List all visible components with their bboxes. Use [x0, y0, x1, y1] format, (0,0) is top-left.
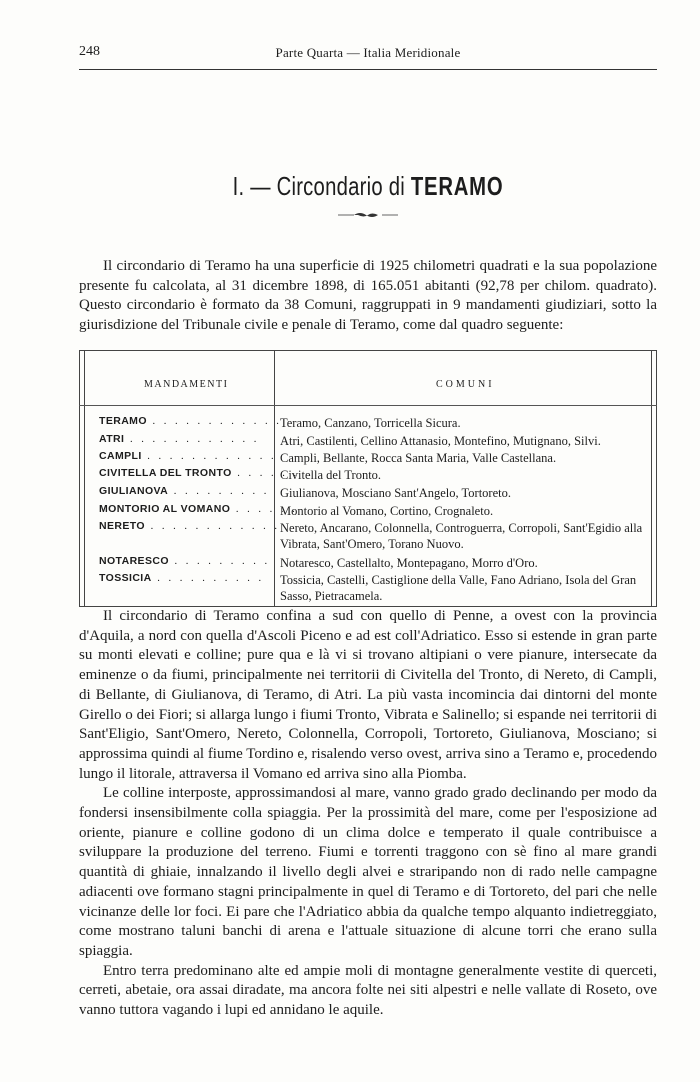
comuni-list: Nereto, Ancarano, Colonnella, Controguerra, Corropoli, Sant'Egidio alla Vibrata, Sant'Omero, Torano Nuovo. — [280, 521, 643, 551]
comuni-list: Civitella del Tronto. — [280, 468, 382, 482]
comuni-list: Campli, Bellante, Rocca Santa Maria, Valle Castellana. — [280, 451, 557, 465]
ornament-divider — [336, 211, 400, 219]
comuni-list: Montorio al Vomano, Cortino, Crognaleto. — [280, 504, 494, 518]
table-border-left-inner — [84, 351, 85, 606]
paragraph: Il circondario di Teramo confina a sud con quello di Penne, a ovest con la provincia d'Aquila, a nord con quella d'Ascoli Piceno e ad est coll'Adriatico. Esso si estende in gran parte su monti elevati e colline; pure qua e là vi si trovano altipiani o vere pianure, intersecate da eminenze o da fiumi, principalmente nei territorii di Civitella del Tronto, di Nereto, di Campli, di Bellante, di Giulianova, di Teramo, di Atri. La più vasta incomincia dai dintorni del monte Girello o dei Fiori; si allarga lungo i fiumi Tronto, Vibrata e Salinello; si espande nei territorii di Sant'Eligio, Sant'Omero, Nereto, Colonnella, Corropoli, Tortoreto, Giulianova, Mosciano; si approssima quindi al fiume Tordino e, risalendo verso ovest, arriva sino a Teramo e, procedendo lungo il litorale, attraversa il Vomano ed arriva sino alla Piomba. — [79, 608, 657, 782]
comuni-list: Tossicia, Castelli, Castiglione della Valle, Fano Adriano, Isola del Gran Sasso, Pietracamela. — [280, 573, 637, 603]
mandamento-name: NERETO . . . . . . . . . . . . — [99, 520, 280, 532]
intro-text: Il circondario di Teramo ha una superficie di 1925 chilometri quadrati e la sua popolazione presente fu calcolata, al 31 dicembre 1898, di 165.051 abitanti (92,78 per chilom. quadrato). Questo circondario è formato da 38 Comuni, raggruppati in 9 mandamenti giudiziari, sotto la giurisdizione del Tribunale civile e penale di Teramo, come dal quadro seguente: — [79, 258, 657, 334]
chapter-title — [143, 171, 594, 202]
header-separator — [79, 405, 657, 406]
mandamenti-table — [79, 350, 657, 607]
header-mandamenti: MANDAMENTI — [144, 379, 229, 390]
running-title: Parte Quarta — Italia Meridionale — [275, 45, 461, 60]
page-number: 248 — [79, 44, 100, 59]
table-border-left-outer — [79, 351, 80, 606]
comuni-list: Notaresco, Castellalto, Montepagano, Morro d'Oro. — [280, 556, 538, 570]
chapter-title-name: TERAMO — [410, 171, 504, 201]
mandamento-name: NOTARESCO . . . . . . . . . — [99, 555, 271, 567]
comuni-list: Giulianova, Mosciano Sant'Angelo, Tortoreto. — [280, 486, 511, 500]
page-header — [79, 44, 657, 64]
mandamento-name: CAMPLI . . . . . . . . . . . . — [99, 450, 277, 462]
mandamento-name: TERAMO . . . . . . . . . . . . — [99, 415, 282, 427]
chapter-title-prefix: I. — Circondario di — [232, 171, 405, 201]
mandamento-name: TOSSICIA . . . . . . . . . . — [99, 572, 265, 584]
intro-paragraph — [79, 257, 657, 336]
mandamento-name: ATRI . . . . . . . . . . . . — [99, 433, 260, 445]
mandamento-name: GIULIANOVA . . . . . . . . . — [99, 485, 270, 497]
mandamento-name: CIVITELLA DEL TRONTO . . . . . . — [99, 467, 300, 479]
paragraph: Le colline interposte, approssimandosi al mare, vanno grado grado declinando per modo da fondersi insensibilmente colla spiaggia. Per la prossimità del mare, come per l'esposizione ad oriente, pianure e colline godono di un clima dolce e temperato il quale contribuisce a sviluppare la produzione del terreno. Fiumi e torrenti traggono con sè fino al mare grandi quantità di ghiaie, innalzando il livello degli alvei e straripando non di rado nelle campagne adiacenti ove formano stagni principalmente in quel di Teramo e di Tortoreto, del pari che nelle vicinanze delle lor foci. Ei pare che l'Adriatico abbia da qualche tempo alquanto indietreggiato, come mostrano taluni banchi di arena e l'attuale situazione di alcune torri che erano sulla spiaggia. — [79, 785, 657, 959]
body-text — [79, 607, 657, 1021]
comuni-list: Atri, Castilenti, Cellino Attanasio, Montefino, Mutignano, Silvi. — [280, 434, 601, 448]
header-comuni: COMUNI — [436, 379, 495, 390]
table-border-right-outer — [656, 351, 657, 606]
paragraph: Entro terra predominano alte ed ampie moli di montagne generalmente vestite di querceti, cerreti, abetaie, ora assai diradate, ma ancora folte nei siti alpestri e nelle vallate di Roseto, ove vanno tuttora vagando i lupi ed annidano le aquile. — [79, 962, 657, 1019]
mandamento-name: MONTORIO AL VOMANO . . . . . . — [99, 503, 298, 515]
table-border-right-inner — [651, 351, 652, 606]
header-rule — [79, 69, 657, 70]
comuni-list: Teramo, Canzano, Torricella Sicura. — [280, 416, 461, 430]
